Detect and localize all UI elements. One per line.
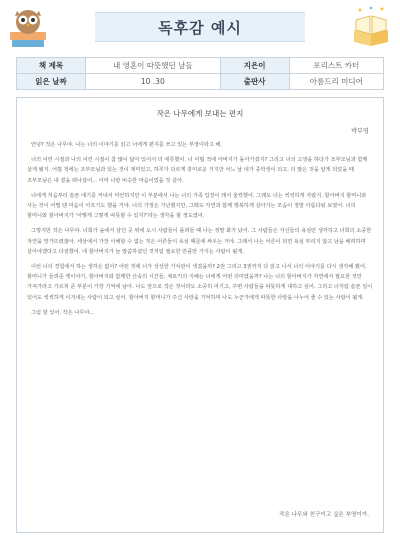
letter-paragraph: 너에게 처음부터 슬픈 얘기를 꺼내서 미안하지만 이 부분에서 나는 너의 가족 입장이 돼서 울컥했어. 그래도 너는 씩씩하게 자랐지. 할아버지 할머니와 사는 것이 어떨 땐 마음이 아프기도 했을 거야. 너의 가정은 가난했지만, 그래도 자연과 함께 행복하게 살아가는 모습이 정말 아름다워 보였어. 너의 할머니와 할아버지가 '어떻게 그렇게 따뜻할 수 있지?'라는 생각을 할 정도였어. [27, 192, 367, 220]
page-title: 독후감 예시 [158, 18, 242, 37]
letter-sign-off: 작은 나무와 친구이고 싶은 부영이가. [279, 512, 369, 518]
author-value: 포리스트 카터 [289, 58, 383, 74]
page-header [0, 0, 400, 55]
read-date-value: 10 .30 [86, 74, 221, 90]
book-title-value: 내 영혼이 따뜻했던 날들 [86, 58, 221, 74]
letter-title: 작은 나무에게 보내는 편지 [156, 109, 244, 118]
info-row [17, 58, 384, 74]
info-row [17, 74, 384, 90]
owl-book-icon [6, 2, 52, 50]
letter-paragraph: 그렇지만 작은 나무야. 너희가 숲에서 살던 곳 위에 도시 사람들이 몰려들 때 나는 정말 화가 났어. 그 사람들은 자신들의 욕심만 생각하고 너희의 소중한 자연을 망가뜨렸잖아. 세상에서 가장 이해할 수 없는 것은 어른들이 욕심 때문에 싸우는 거야. 그래서 나는 어른이 되면 욕심 부리지 않고 남을 배려하며 살아야겠다고 다짐했어. 네 할아버지가 늘 말씀하셨던 것처럼 필요한 만큼만 가지는 사람이 될게. [27, 228, 372, 255]
publisher-label: 출판사 [220, 74, 289, 90]
read-date-label: 읽은 날짜 [17, 74, 86, 90]
title-banner [95, 12, 305, 42]
letter-author: 박부영 [351, 128, 369, 135]
open-book-icon [348, 4, 394, 50]
letter-paragraph: 그럼 잘 있어. 작은 나무야... [31, 309, 95, 316]
letter-paragraph: 안녕? 작은 나무야. 나는 너의 이야기를 읽고 너에게 편지를 쓰고 있는 부영이라고 해. [31, 142, 223, 148]
book-info-table [16, 57, 384, 90]
letter-content-box [16, 97, 384, 533]
letter-body [27, 140, 373, 323]
letter-paragraph: 너의 어린 시절과 나의 어린 시절이 참 많이 닮아 있어서 더 애틋했어. 너 어릴 적에 아버지가 돌아가셨지? 그리고 너의 고생을 하다가 조부모님과 함께 살게 됐지. 어릴 적에는 조부모님과 있는 것이 재미있고, 하루가 다르게 흥미로운 거지만 어느 날 내가 중학생이 되고, 더 많은 것을 알게 되었을 때 조부모님은 내 곁을 떠나셨어... 아마 너랑 비슷한 마음이었을 것 같아. [27, 157, 368, 184]
book-title-label: 책 제목 [17, 58, 86, 74]
letter-paragraph: 이런 너의 경험에서 하는 생각은 없어? 어떤 것에 너가 상상한 가치관이 생겼을까? 2권 그리고 3권까지 다 읽고 나서 너의 이야기를 다시 생각해 봤어. 할머니가 들려준 옛이야기, 할아버지와 함께한 산속의 시간들, 체로키의 지혜는 너에게 어떤 의미였을까? 나는 너의 할아버지가 자연에서 필요한 것만 가져가라고 가르쳐 준 부분이 가장 기억에 남아. 나도 앞으로 작은 것이라도 소중히 여기고, 주변 사람들을 따뜻하게 대하고 싶어. 그리고 너처럼 슬픈 일이 있어도 씩씩하게 이겨내는 사람이 되고 싶어. 할아버지 할머니가 주신 사랑을 기억하며 나도 누군가에게 따뜻한 사랑을 나누어 줄 수 있는 사람이 될게. [27, 264, 373, 301]
author-label: 지은이 [220, 58, 289, 74]
publisher-value: 아름드리 미디어 [289, 74, 383, 90]
